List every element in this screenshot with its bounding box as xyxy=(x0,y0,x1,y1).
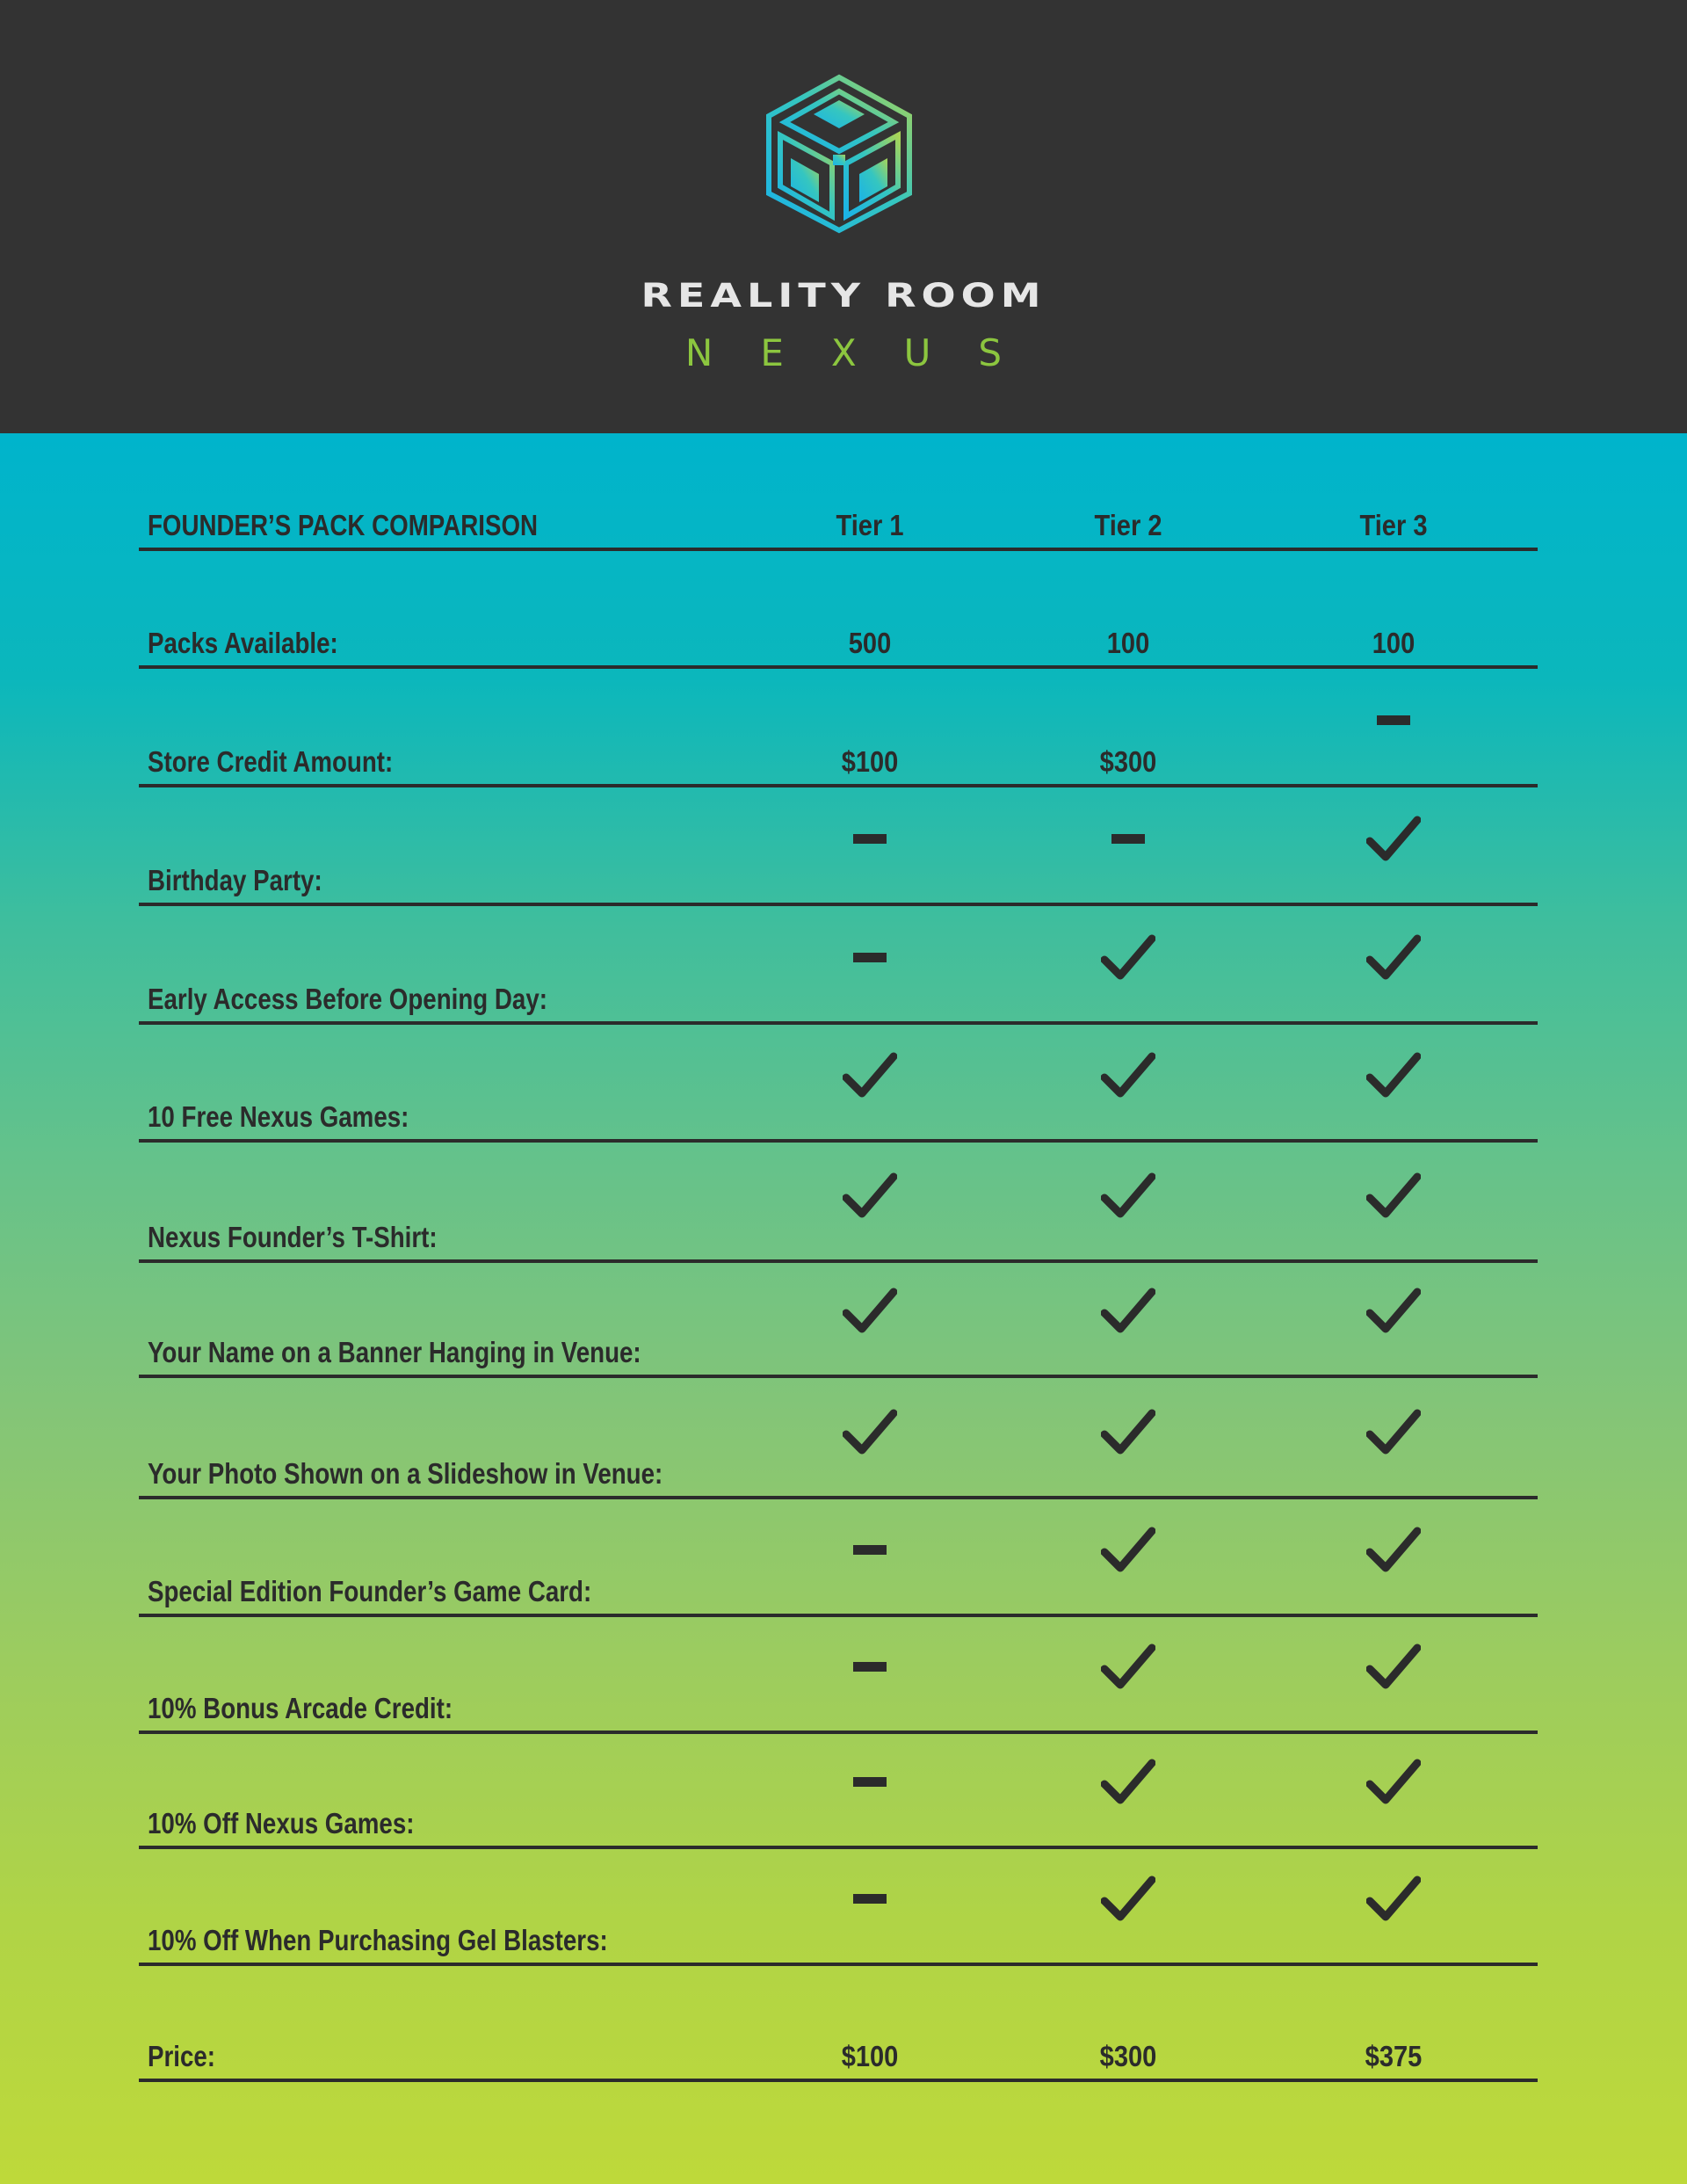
tier-2-header: Tier 2 xyxy=(1094,509,1162,541)
row-label: Packs Available: xyxy=(148,627,338,659)
row-label: Your Name on a Banner Hanging in Venue: xyxy=(148,1336,641,1368)
brand-title: REALITY ROOM xyxy=(641,275,1046,316)
table-row xyxy=(139,1382,1538,1499)
checkmark-icon xyxy=(843,1408,897,1457)
checkmark-icon xyxy=(1366,1051,1421,1100)
table-row xyxy=(139,910,1538,1025)
checkmark-icon xyxy=(1366,933,1421,983)
row-label: Store Credit Amount: xyxy=(148,745,394,778)
checkmark-icon xyxy=(1101,1287,1155,1336)
table-row xyxy=(139,1621,1538,1734)
row-value: 100 xyxy=(1106,627,1150,659)
row-value: $300 xyxy=(1099,2040,1157,2072)
row-label: 10% Off When Purchasing Gel Blasters: xyxy=(148,1924,608,1956)
header-banner xyxy=(0,0,1687,433)
row-label: Nexus Founder’s T-Shirt: xyxy=(148,1221,438,1253)
checkmark-icon xyxy=(1101,1758,1155,1807)
checkmark-icon xyxy=(1366,1875,1421,1924)
brand-subtitle: NEXUS xyxy=(684,331,1050,374)
table-header-row xyxy=(139,477,1538,551)
row-label: Early Access Before Opening Day: xyxy=(148,983,547,1015)
table-row xyxy=(139,1146,1538,1263)
table-row xyxy=(139,791,1538,906)
dash-icon xyxy=(853,1894,887,1904)
table-row xyxy=(139,1970,1538,2082)
table-row xyxy=(139,1266,1538,1378)
comparison-section xyxy=(0,433,1687,2184)
dash-icon xyxy=(853,1777,887,1787)
table-row xyxy=(139,672,1538,787)
checkmark-icon xyxy=(1101,1051,1155,1100)
checkmark-icon xyxy=(1366,1408,1421,1457)
dash-icon xyxy=(853,1662,887,1672)
dash-icon xyxy=(1377,715,1410,725)
checkmark-icon xyxy=(1101,1172,1155,1221)
row-label: 10% Bonus Arcade Credit: xyxy=(148,1692,453,1724)
row-value: $300 xyxy=(1099,745,1157,778)
checkmark-icon xyxy=(1366,1758,1421,1807)
nexus-cube-icon xyxy=(763,74,916,234)
checkmark-icon xyxy=(1366,1287,1421,1336)
checkmark-icon xyxy=(843,1172,897,1221)
table-row xyxy=(139,555,1538,669)
checkmark-icon xyxy=(1101,1526,1155,1575)
dash-icon xyxy=(1111,834,1145,844)
row-value: $100 xyxy=(841,2040,899,2072)
table-row xyxy=(139,1853,1538,1966)
row-label: Price: xyxy=(148,2040,216,2072)
row-value: 100 xyxy=(1372,627,1415,659)
checkmark-icon xyxy=(1101,1643,1155,1692)
table-row xyxy=(139,1028,1538,1143)
dash-icon xyxy=(853,1545,887,1555)
row-label: 10 Free Nexus Games: xyxy=(148,1100,409,1133)
checkmark-icon xyxy=(843,1287,897,1336)
table-row xyxy=(139,1503,1538,1617)
checkmark-icon xyxy=(1366,1172,1421,1221)
row-value: $375 xyxy=(1365,2040,1423,2072)
row-label: Special Edition Founder’s Game Card: xyxy=(148,1575,592,1607)
row-value: 500 xyxy=(848,627,892,659)
checkmark-icon xyxy=(843,1051,897,1100)
tier-3-header: Tier 3 xyxy=(1359,509,1428,541)
checkmark-icon xyxy=(1366,1643,1421,1692)
table-row xyxy=(139,1738,1538,1849)
checkmark-icon xyxy=(1101,1875,1155,1924)
dash-icon xyxy=(853,953,887,962)
row-value: $100 xyxy=(841,745,899,778)
checkmark-icon xyxy=(1366,1526,1421,1575)
dash-icon xyxy=(853,834,887,844)
row-label: 10% Off Nexus Games: xyxy=(148,1807,415,1839)
table-title: FOUNDER’S PACK COMPARISON xyxy=(148,509,539,541)
checkmark-icon xyxy=(1101,1408,1155,1457)
tier-1-header: Tier 1 xyxy=(836,509,904,541)
checkmark-icon xyxy=(1366,815,1421,864)
checkmark-icon xyxy=(1101,933,1155,983)
row-label: Birthday Party: xyxy=(148,864,322,896)
row-label: Your Photo Shown on a Slideshow in Venue: xyxy=(148,1457,663,1490)
